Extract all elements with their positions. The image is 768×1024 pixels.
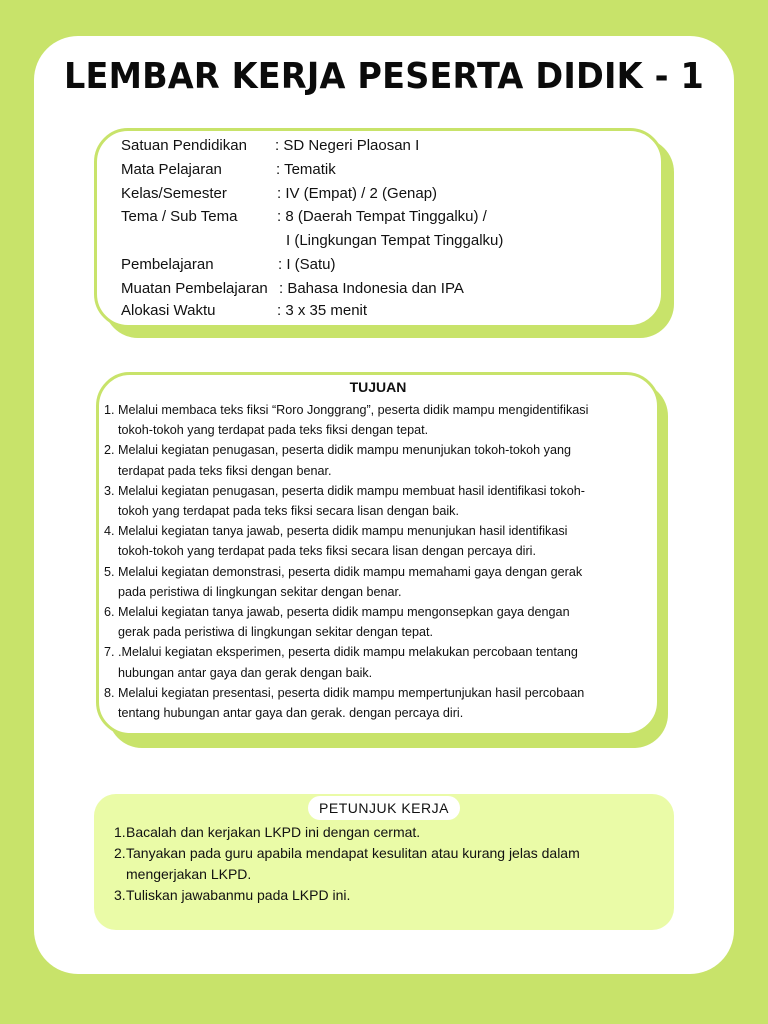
list-number: 1. bbox=[104, 403, 115, 417]
identity-label: Satuan Pendidikan bbox=[121, 137, 247, 154]
identity-label: Muatan Pembelajaran bbox=[121, 280, 268, 297]
list-item bbox=[114, 822, 664, 843]
list-line: .Melalui kegiatan eksperimen, peserta didik mampu melakukan percobaan tentang bbox=[118, 645, 578, 660]
identity-value: : 8 (Daerah Tempat Tinggalku) / bbox=[277, 208, 487, 225]
list-number: 2. bbox=[104, 443, 115, 458]
page-title: LEMBAR KERJA PESERTA DIDIK - 1 bbox=[63, 56, 704, 97]
list-line: Melalui kegiatan penugasan, peserta didik mampu membuat hasil identifikasi tokoh- bbox=[118, 483, 585, 498]
identity-value: : 3 x 35 menit bbox=[277, 302, 368, 319]
identity-value: : Bahasa Indonesia dan IPA bbox=[279, 280, 464, 297]
list-line: Melalui kegiatan presentasi, peserta didik mampu mempertunjukan hasil percobaan bbox=[118, 685, 585, 700]
list-line: terdapat pada teks fiksi dengan benar. bbox=[118, 463, 332, 478]
list-line: Bacalah dan kerjakan LKPD ini dengan cermat. bbox=[126, 824, 421, 840]
list-item bbox=[104, 602, 656, 642]
identity-label: Pembelajaran bbox=[121, 256, 214, 273]
list-number: 5. bbox=[104, 564, 115, 579]
list-line: mengerjakan LKPD. bbox=[126, 866, 252, 882]
identity-label: Tema / Sub Tema bbox=[121, 208, 238, 225]
list-number: 2. bbox=[114, 845, 126, 861]
identity-label: Kelas/Semester bbox=[121, 185, 227, 202]
list-number: 4. bbox=[104, 524, 115, 539]
list-line: tokoh yang terdapat pada teks fiksi secara lisan dengan baik. bbox=[118, 504, 459, 519]
list-item bbox=[104, 440, 656, 480]
list-number: 1. bbox=[114, 824, 126, 840]
list-line: tokoh-tokoh yang terdapat pada teks fiksi secara lisan dengan percaya diri. bbox=[118, 544, 536, 559]
list-line: gerak pada peristiwa di lingkungan sekitar dengan tepat. bbox=[118, 625, 434, 640]
list-item bbox=[114, 885, 664, 906]
list-number: 8. bbox=[104, 685, 115, 700]
list-item bbox=[104, 562, 656, 602]
identity-value: : SD Negeri Plaosan I bbox=[275, 137, 420, 154]
list-item bbox=[104, 683, 656, 723]
list-line: Tuliskan jawabanmu pada LKPD ini. bbox=[126, 887, 351, 903]
list-number: 6. bbox=[104, 605, 115, 620]
identity-value: : I (Satu) bbox=[278, 256, 336, 273]
list-line: Melalui kegiatan penugasan, peserta didik mampu menunjukan tokoh-tokoh yang bbox=[118, 443, 571, 458]
identity-value: I (Lingkungan Tempat Tinggalku) bbox=[286, 232, 504, 249]
list-line: Melalui kegiatan demonstrasi, peserta didik mampu memahami gaya dengan gerak bbox=[118, 564, 583, 579]
tujuan-list bbox=[104, 400, 656, 723]
petunjuk-heading: PETUNJUK KERJA bbox=[308, 796, 460, 820]
identity-label: Alokasi Waktu bbox=[121, 302, 216, 319]
list-line: Melalui kegiatan tanya jawab, peserta didik mampu mengonsepkan gaya dengan bbox=[118, 605, 570, 620]
tujuan-heading: TUJUAN bbox=[349, 379, 407, 395]
identity-card bbox=[94, 128, 664, 328]
identity-value: : Tematik bbox=[276, 161, 336, 178]
identity-value: : IV (Empat) / 2 (Genap) bbox=[277, 185, 438, 202]
list-item bbox=[104, 642, 656, 682]
petunjuk-list bbox=[114, 822, 664, 906]
list-item bbox=[114, 843, 664, 885]
list-item bbox=[104, 481, 656, 521]
list-line: tokoh-tokoh yang terdapat pada teks fiksi dengan tepat. bbox=[118, 423, 429, 438]
list-line: tentang hubungan antar gaya dan gerak. dengan percaya diri. bbox=[118, 706, 464, 721]
list-number: 3. bbox=[114, 887, 126, 903]
list-line: Tanyakan pada guru apabila mendapat kesulitan atau kurang jelas dalam bbox=[126, 845, 580, 861]
list-line: Melalui membaca teks fiksi “Roro Jonggrang”, peserta didik mampu mengidentifikasi bbox=[118, 403, 589, 417]
list-line: hubungan antar gaya dan gerak dengan baik. bbox=[118, 665, 373, 680]
list-line: pada peristiwa di lingkungan sekitar dengan benar. bbox=[118, 584, 402, 599]
list-line: Melalui kegiatan tanya jawab, peserta didik mampu menunjukan hasil identifikasi bbox=[118, 524, 568, 539]
list-number: 7. bbox=[104, 645, 115, 660]
list-item bbox=[104, 521, 656, 561]
identity-label: Mata Pelajaran bbox=[121, 161, 222, 178]
list-number: 3. bbox=[104, 483, 115, 498]
list-item bbox=[104, 400, 656, 440]
